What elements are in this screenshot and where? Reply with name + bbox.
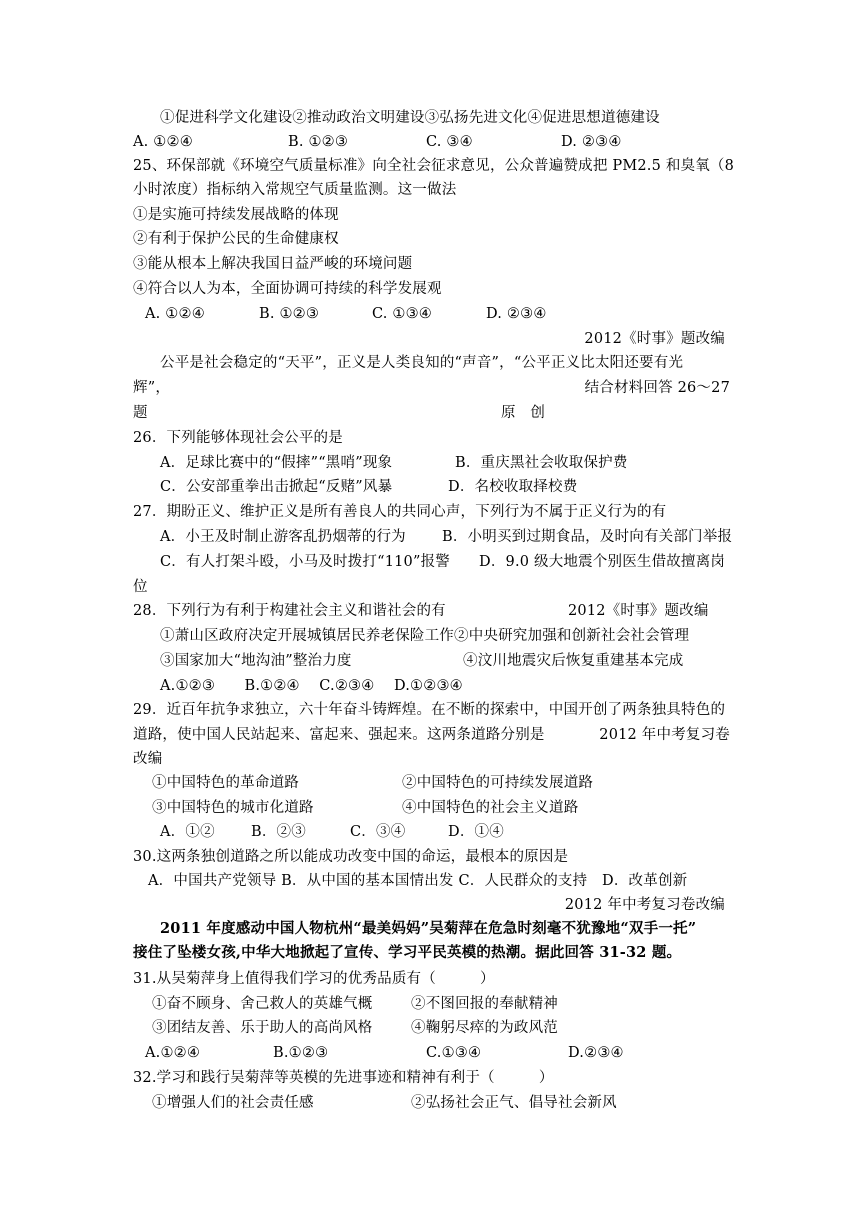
question-26: 26．下列能够体现社会公平的是 — [133, 430, 343, 446]
statement-1: ①奋不顾身、舍己救人的英雄气概 — [152, 996, 373, 1012]
option-d: D. ②③④ — [486, 306, 547, 322]
option-row: A．中国共产党领导 B．从中国的基本国情出发 C．人民群众的支持 D．改革创新 — [148, 873, 688, 889]
source-note: 2012 年中考复习卷改编 — [564, 897, 725, 913]
statement-4: ④中国特色的社会主义道路 — [402, 800, 579, 816]
source-note: 原 创 — [501, 405, 546, 421]
statement-2: ②弘扬社会正气、倡导社会新风 — [411, 1095, 617, 1111]
text-line: ①促进科学文化建设②推动政治文明建设③弘扬先进文化④促进思想道德建设 — [160, 110, 660, 126]
option-c: C. ③④ — [426, 134, 473, 150]
option-b: B．②③ — [251, 824, 306, 840]
text-line: 道路，使中国人民站起来、富起来、强起来。这两条道路分别是 — [133, 727, 545, 743]
question-30: 30.这两条独创道路之所以能成功改变中国的命运，最根本的原因是 — [133, 849, 569, 865]
option-a: A. ①②④ — [133, 134, 193, 150]
option-d: D．名校收取择校费 — [448, 479, 578, 495]
option-row: A.①②③ B.①②④ C.②③④ D.①②③④ — [160, 678, 463, 694]
text-line: 结合材料回答 26～27 — [584, 380, 730, 396]
statement-4: ④符合以人为本，全面协调可持续的科学发展观 — [133, 281, 442, 297]
option-d: D.②③④ — [568, 1045, 624, 1061]
option-a: A.①②④ — [145, 1045, 201, 1061]
statement-4: ④鞠躬尽瘁的为政风范 — [411, 1020, 558, 1036]
question-31: 31.从吴菊萍身上值得我们学习的优秀品质有（ ） — [133, 971, 495, 987]
text-line: 改编 — [133, 751, 163, 767]
text-line: 题 — [133, 405, 148, 421]
source-note: 2012 年中考复习卷 — [599, 727, 730, 743]
statement-1: ①中国特色的革命道路 — [152, 775, 299, 791]
material-text: 接住了坠楼女孩,中华大地掀起了宣传、学习平民英模的热潮。据此回答 31-32 题。 — [133, 944, 682, 961]
material-text: 公平是社会稳定的“天平”，正义是人类良知的“声音”，“公平正义比太阳还要有光 — [160, 355, 684, 371]
text-line: 小时浓度）指标纳入常规空气质量监测。这一做法 — [133, 182, 457, 198]
option-b: B. ①②③ — [259, 306, 320, 322]
statement-2: ②不图回报的奉献精神 — [411, 996, 558, 1012]
option-a: A. ①②④ — [145, 306, 205, 322]
question-28: 28．下列行为有利于构建社会主义和谐社会的有 — [133, 603, 446, 619]
statement-line: ①萧山区政府决定开展城镇居民养老保险工作②中央研究加强和创新社会社会管理 — [160, 628, 690, 644]
statement-2: ②中国特色的可持续发展道路 — [402, 775, 594, 791]
statement-3: ③中国特色的城市化道路 — [152, 800, 314, 816]
option-d: D. ②③④ — [561, 134, 622, 150]
source-note: 2012《时事》题改编 — [584, 331, 725, 347]
source-note: 2012《时事》题改编 — [568, 603, 709, 619]
material-text: 2011 年度感动中国人物杭州“最美妈妈”吴菊萍在危急时刻毫不犹豫地“双手一托” — [160, 920, 697, 937]
statement-3: ③团结友善、乐于助人的高尚风格 — [152, 1020, 373, 1036]
question-27: 27．期盼正义、维护正义是所有善良人的共同心声，下列行为不属于正义行为的有 — [133, 504, 667, 520]
option-a: A．①② — [160, 824, 215, 840]
option-c: C.①③④ — [426, 1045, 482, 1061]
option-b: B．小明买到过期食品，及时向有关部门举报 — [442, 529, 733, 545]
statement-1: ①增强人们的社会责任感 — [152, 1095, 314, 1111]
option-c: C．公安部重拳出击掀起“反赌”风暴 — [160, 479, 393, 495]
statement-2: ②有利于保护公民的生命健康权 — [133, 231, 339, 247]
option-b: B．重庆黑社会收取保护费 — [455, 455, 628, 471]
statement-3: ③国家加大“地沟油”整治力度 — [160, 653, 352, 669]
statement-3: ③能从根本上解决我国日益严峻的环境问题 — [133, 256, 413, 272]
option-c: C．③④ — [350, 824, 406, 840]
option-c: C．有人打架斗殴，小马及时拨打“110”报警 — [160, 554, 450, 570]
statement-1: ①是实施可持续发展战略的体现 — [133, 207, 339, 223]
option-b: B. ①②③ — [288, 134, 349, 150]
question-29: 29．近百年抗争求独立，六十年奋斗铸辉煌。在不断的探索中，中国开创了两条独具特色的 — [133, 702, 726, 718]
question-25: 25、环保部就《环境空气质量标准》向全社会征求意见，公众普遍赞成把 PM2.5 和臭氧（8 — [133, 158, 735, 174]
option-b: B.①②③ — [273, 1045, 329, 1061]
statement-4: ④汶川地震灾后恢复重建基本完成 — [463, 653, 684, 669]
question-32: 32.学习和践行吴菊萍等英模的先进事迹和精神有利于（ ） — [133, 1070, 554, 1086]
option-c: C. ①③④ — [372, 306, 432, 322]
option-a: A．足球比赛中的“假摔”“黑哨”现象 — [160, 455, 393, 471]
text-line: 位 — [133, 579, 148, 595]
option-d: D．9.0 级大地震个别医生借故擅离岗 — [479, 554, 726, 570]
text-line: 辉”， — [133, 380, 171, 396]
option-d: D．①④ — [448, 824, 504, 840]
option-a: A．小王及时制止游客乱扔烟蒂的行为 — [160, 529, 406, 545]
